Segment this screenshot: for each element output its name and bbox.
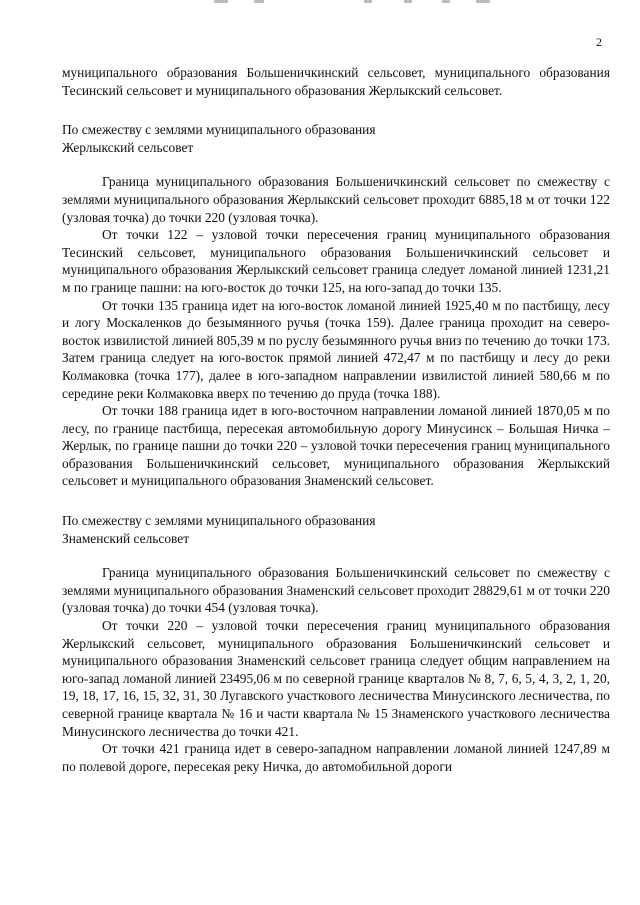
paragraph: Граница муниципального образования Большеничкинский сельсовет по смежеству с землями муниципального образования Жерлыкский сельсовет проходит 6885,18 м от точки 122 (узловая точка) до точки 220 (узловая точка). <box>62 174 610 225</box>
paragraph: От точки 188 граница идет в юго-восточном направлении ломаной линией 1870,05 м по лесу, по границе пастбища, пересекая автомобильную дорогу Минусинск – Большая Ничка – Жерлык, по границе пашни до точки 220 – узловой точки пересечения границ муниципального образования Большеничкинский сельсовет, муниципального образования Жерлыкский сельсовет и муниципального образования Знаменский сельсовет. <box>62 403 610 489</box>
section-heading-znamensky-line1: По смежеству с землями муниципального образования <box>62 513 376 529</box>
paragraph: От точки 220 – узловой точки пересечения границ муниципального образования Жерлыкский сельсовет, муниципального образования Большеничкинский сельсовет и муниципального образования Знаменский сельсовет граница следует общим направлением на юго-запад ломаной линией 23495,06 м по северной границе кварталов № 8, 7, 6, 5, 4, 3, 2, 1, 20, 19, 18, 17, 16, 15, 32, 31, 30 Лугавского участкового лесничества Минусинского лесничества, по северной границе квартала № 16 и части квартала № 15 Знаменского участкового лесничества Минусинского лесничества до точки 421. <box>62 618 610 739</box>
scan-artifact-top <box>214 0 494 4</box>
paragraph: От точки 421 граница идет в северо-западном направлении ломаной линией 1247,89 м по полевой дороге, пересекая реку Ничка, до автомобильной дороги <box>62 741 610 774</box>
section-heading-zherlyk-line1: По смежеству с землями муниципального образования <box>62 122 376 138</box>
section-heading-zherlyk-line2: Жерлыкский сельсовет <box>62 139 194 155</box>
paragraph: Граница муниципального образования Большеничкинский сельсовет по смежеству с землями муниципального образования Знаменский сельсовет проходит 28829,61 м от точки 220 (узловая точка) до точки 454 (узловая точка). <box>62 565 610 616</box>
intro-paragraph: муниципального образования Большеничкинский сельсовет, муниципального образования Тесинский сельсовет и муниципального образования Жерлыкский сельсовет. <box>62 65 610 98</box>
paragraph: От точки 135 граница идет на юго-восток ломаной линией 1925,40 м по пастбищу, лесу и логу Москаленков до безымянного ручья (точка 159). Далее граница проходит на северо-восток извилистой линией 805,39 м по руслу безымянного ручья вниз по течению до точки 173. Затем граница следует на юго-восток прямой линией 472,47 м по пастбищу и лесу до реки Колмаковка (точка 177), далее в юго-западном направлении извилистой линией 580,66 м по середине реки Колмаковка вверх по течению до пруда (точка 188). <box>62 297 610 401</box>
paragraph: От точки 122 – узловой точки пересечения границ муниципального образования Тесинский сельсовет, муниципального образования Большеничкинский сельсовет и муниципального образования Жерлыкский сельсовет граница следует ломаной линией 1231,21 м по границе пашни: на юго-восток до точки 125, на юго-запад до точки 135. <box>62 227 610 295</box>
page-number: 2 <box>596 35 602 49</box>
document-body <box>62 64 610 775</box>
section-heading-znamensky-line2: Знаменский сельсовет <box>62 530 190 546</box>
